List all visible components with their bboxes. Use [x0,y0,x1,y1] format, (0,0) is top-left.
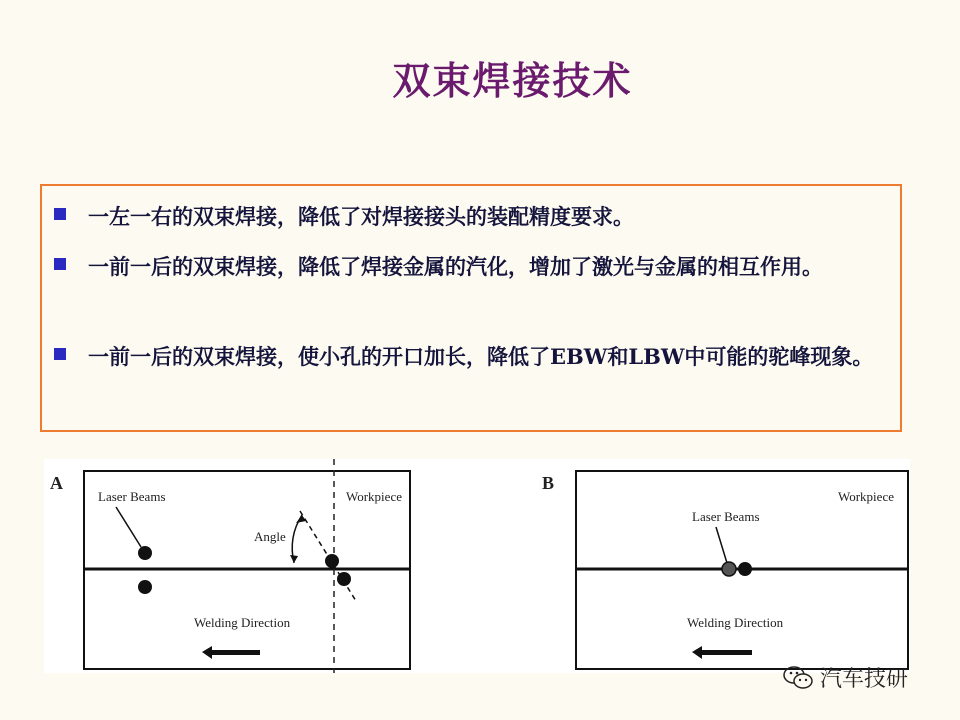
bullet-square-icon [54,348,66,360]
panel-a-workpiece-label: Workpiece [346,489,402,504]
panel-a-direction-arrow-icon [202,646,260,659]
panel-b-pointer-line [716,527,727,563]
panel-b-beam-right [738,562,752,576]
bullet-item [54,248,888,285]
panel-b-workpiece-label: Workpiece [838,489,894,504]
watermark [782,662,908,693]
bullet-text: 一左一右的双束焊接，降低了对焊接接头的装配精度要求。 [88,204,634,229]
bullet-square-icon [54,208,66,220]
panel-a-beam-lower-left [138,580,152,594]
panel-b-beam-left [722,562,736,576]
bullet-text: 一前一后的双束焊接，降低了焊接金属的汽化，增加了激光与金属的相互作用。 [88,254,823,279]
wechat-icon [782,664,814,692]
slide-title: 双束焊接技术 [392,59,633,103]
panel-b-laser-beams-label: Laser Beams [692,509,760,524]
panel-b-label: B [542,473,555,493]
figure-svg [44,459,910,673]
panel-a-welding-direction-label: Welding Direction [194,615,291,630]
dual-beam-figure [44,459,910,673]
bullet-item [54,198,888,235]
bullet-square-icon [54,258,66,270]
bullet-box [40,184,902,432]
bullet-text: 一前一后的双束焊接，使小孔的开口加长，降低了EBW和LBW中可能的驼峰现象。 [88,344,874,369]
panel-a-beam-upper-left [138,546,152,560]
panel-b-direction-arrow-icon [692,646,752,659]
panel-a-label: A [50,473,63,493]
watermark-text: 汽车技研 [820,667,909,692]
panel-a-angle-arrow-bottom [290,555,298,563]
panel-a-pointer-line [116,507,141,547]
panel-a-angle-label: Angle [254,529,286,544]
panel-a-beam-lower-right [337,572,351,586]
panel-a-laser-beams-label: Laser Beams [98,489,166,504]
panel-b-welding-direction-label: Welding Direction [687,615,784,630]
bullet-item [54,338,888,375]
panel-a-beam-upper-right [325,554,339,568]
